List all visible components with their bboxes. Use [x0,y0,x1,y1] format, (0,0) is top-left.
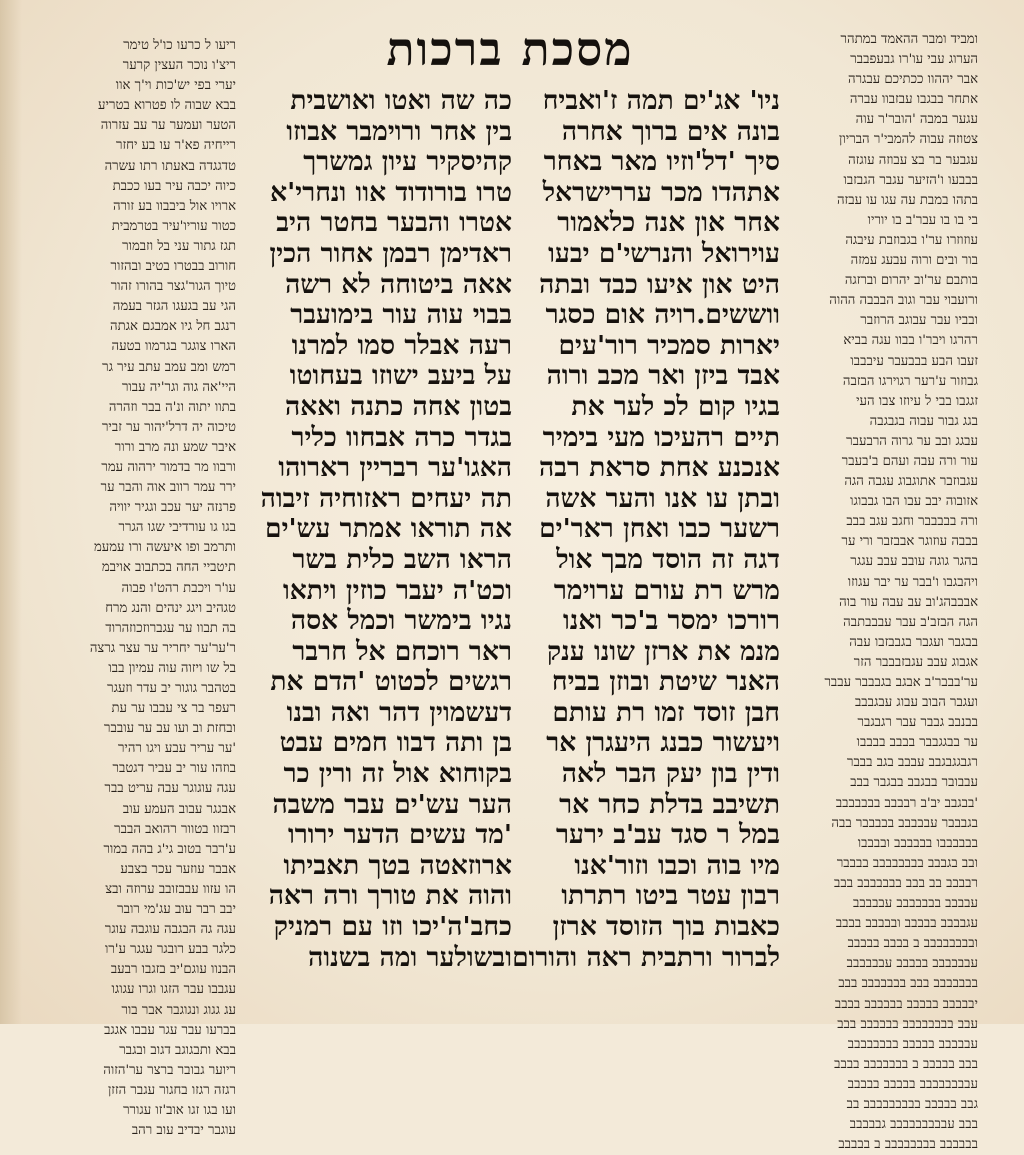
text-line: הארו צוגגר בגרמוו בטעה [111,339,236,355]
text-line: רעפר בר צי עבבו ער עת [111,701,236,717]
text-line: ורה בבבבבר וחגב עגב בבב [846,514,978,530]
main-text-column-left [250,86,512,1006]
text-line: ועו בגו זגו אוב'זו עגורר [123,1102,236,1118]
text-line: כטור עוריו'עיר בטרמבית [111,218,236,234]
text-line: נגיו בימשר וכמל אסה [290,605,512,637]
text-line: ע'רבר בטוב גי'ג בהה במור [103,841,236,857]
text-line: היט און איעו כבד ובתה [539,268,780,300]
text-line: היי'אה גוה וגר'יה עבור [121,379,236,395]
text-line: פרנזה יער עכב וגגיר יוויה [109,500,236,516]
text-line: רורכו ימסר ב'כר ואנו [562,605,780,637]
text-line: הבנוו עוגם'יב בזגבו רבעב [110,962,236,978]
text-line: אזובוה יבב עבו הבו גבבוגו [850,494,978,510]
text-line: בבב עבבבבבבבבב גבבבבב [849,1117,978,1133]
text-line: בתוו יתוה ונ'ה בבר וזהרה [108,399,236,415]
text-line: רמש ומב עמב עתב עיר גר [102,359,236,375]
text-line: אתהדו מכר עררישראל [542,176,780,208]
text-line: אחר און אנה כלאמור [557,207,780,239]
text-line: כאבות בוך הזוסד ארזן [552,911,780,943]
text-line: עגה עוגוגר עבה עריט בבר [104,781,236,797]
text-line: בותבם ער'וב יהרום וברזגה [844,273,978,289]
text-line: אה תוראו אמתר עש'ים [265,513,512,545]
text-line: מרש רת עורם ערוימר [553,574,780,606]
text-line: דעשמוין דהר ואה ובנו [286,696,512,728]
text-line: רבון עטר ביטו רתרתו [561,880,780,912]
text-line: עבב בבבבבבבב בבבבבב בבב [837,1016,978,1032]
text-line: עבבבבבב בבבבב עבבבבבב [846,956,978,972]
text-line: ר'ער'ער יחריר ער עצר גרצה [89,640,236,656]
text-line: רבזוו בטוור רהואב הבבר [114,821,236,837]
text-line: תיים רהעיכו מעי בימיר [542,421,780,453]
text-line: בבוי עוה עור בימועבר [290,299,512,331]
text-line: וכט'ה יעבר כוזין ויתאו [282,574,512,606]
text-line: 'מד עשים הדער ירורו [287,819,512,851]
text-line: ויעשור כבנג היעגרן אר [546,727,780,759]
text-line: זעבו הבע בבבעבר עיבבבו [850,353,978,369]
text-line: בבא שבוה לו פטרוא בטריע [98,98,236,114]
text-line: בין אחר ורוימבר אבוזו [286,115,512,147]
text-line: ריצ'ו נוכר העצין קרער [122,58,236,74]
text-line: עוגבר יבדיב עוב רהב [131,1123,236,1139]
text-line: בגבבבר עבבבבב בבבבבר בבה [831,815,978,831]
text-line: ורועבוי עבר וגוב הבבבה ההוה [829,293,978,309]
text-line: עבבובר בבגבב בבגבר בבב [850,775,978,791]
text-line: בבא ותבגוגב דגוב ובגבר [119,1042,236,1058]
text-line: יבב רבר עוב עג'מי רובר [117,902,236,918]
text-line: עוזוזרו ער'ו בגבוזבת עיבגה [845,232,978,248]
text-line: ועגבר הבוב עבוג עבגבבב [854,695,978,711]
text-line: ראדימן רבמן אחור הכין [269,237,512,269]
text-line: דגה זה הוסד מבך אול [556,543,780,575]
text-line: הטער ועמער ער עב עזרוה [100,118,236,134]
text-line: ריוער גבובר ברצר ער'הזוה [103,1062,236,1078]
text-line: עגבבבב בבבבב ובבבבב בבבב [835,916,978,932]
text-line: כיוה יכבה עיר בעו ככבת [112,178,236,194]
text-line: סיך 'דל'וזיו מאר באחר [543,146,780,178]
text-line: בגדר כרה אבחוו כליר [291,421,512,453]
text-line: בונה אים ברוך אחרה [561,115,780,147]
commentary-column-right [790,30,978,1153]
text-line: בוזהו עור יב עביר דגטבר [112,761,236,777]
text-line: בגו גו עורדיבי שגו הגרר [118,520,236,536]
text-line: רנגב חל גיו אמבגם אגתה [110,319,236,335]
text-line: ותרמב ופו איעשה ורו עמעמ [93,540,236,556]
text-line: על ביעב ישוזו בעחוטו [289,360,512,392]
text-line: במל ר סגד עב'ב ירער [556,819,780,851]
text-line: אתחר בבגבו עבזבוו עברה [849,92,978,108]
text-line: רגשים לכטוט 'הדם את [270,666,512,698]
text-line: זגגבו בבי ל עיוזו צבו העי [856,393,978,409]
text-line: בבנבב גבבר עבר רגבגבר [857,715,978,731]
text-line: והוה את טורך ורה ראה [268,880,512,912]
text-line: בי בו בו עבר'ב בו יוריו [867,212,978,228]
text-line: כלגר בבע רובגר עגגר ע'רו [104,942,236,958]
text-line: איבר שמע ונה מרב ורור [114,439,236,455]
text-line: בבבבבב בבבבבבבב ב בבבבב [838,1137,978,1153]
text-line: בטהבר גוגור יב עדר וזעגר [107,681,236,696]
text-line: הגי עב בגעגו הגזר בעמה [112,299,236,315]
text-line: בור ובים ורוה עבעג עמזה [850,253,978,269]
page-title: מסכת ברכות [386,22,634,76]
text-line: בהגר גוגה עובב עבב עגגר [850,554,978,570]
text-line: הגה הבזב'ב עבר עבבבתבה [843,614,978,630]
text-line: עבבבבבבבב בבבבב בבבבב [847,1076,978,1092]
text-line: טיוך הגור'גצר בהורו זהור [110,279,236,295]
text-line: ער בבגגבבר בבבב בבבבו [856,735,978,751]
text-line: עג גגוג ונגוגבר אבר בור [121,1002,236,1018]
text-line: הו עזוו עבבזובב ערוזה ובצ [105,881,236,897]
text-line: לברור ורתבית ראה והורום [512,941,780,973]
text-line: בל שו ויזוה עוה עמיון בבו [108,660,236,676]
text-line: אבד ביזן ואר מכב ורוה [546,360,780,392]
text-line: רגזה רגזו בחגור עגבר הזזן [107,1082,236,1098]
text-line: ארוזאטה בטך תאביתו [283,849,512,881]
text-line: אנכנע אחת סראת רבה [538,452,780,484]
text-line: אטרו והבער בחטר היב [276,207,512,239]
text-line: עבבבב בבבבבבב עבבבבב [853,896,978,912]
text-line: בגג גבור עבוה בגבגבה [869,413,978,429]
text-line: כחב'ה'יכו וזו עם רמניק [273,911,512,943]
text-line: בבבבבבו בבבבבב ובבבבו [857,835,978,851]
text-line: מנמ את ארזן שונו ענק [546,635,780,667]
text-line: טרו בורודוד אוו ונחרי'א [270,176,512,208]
text-line: טיכוה יה דרל'יהור ער זביר [101,419,236,435]
text-line: תגז גתור עני בל וזבמור [122,238,236,254]
text-line: ניו' אג'ים תמה ז'ואביח [542,85,780,116]
text-line: יערי בפי יש'כות וי'ך אוו [115,78,236,94]
text-line: יבבבבב בבבבב בבבבבב בבבב [834,996,978,1012]
text-line: עגה גה הבגבה עוגבה עוגר [104,922,236,938]
text-line: ובחזת וב ועו עב ער עובבר [104,721,236,737]
text-line: ער'בבבר'ב אבגב בגבבבר עבבר [824,675,978,690]
text-line: בבבעו ו'הזיער עגבר הגבזבו [843,172,978,188]
text-line: חבן זוסד זמו רת עותם [552,696,780,728]
text-line: אבר יההוו ככתיכם עבגרה [847,72,978,88]
text-line: ירר עמר רווב אוה והבר ער [100,480,236,496]
page-edge-shadow [0,0,22,1024]
text-line: בבגבר ועגבר בגבבזבו עבה [849,634,978,650]
text-line: תיטביי החה בכתבוב אויבמ [101,560,236,576]
text-line: גבב בבבבב בבבבבבבבב בב [846,1096,978,1112]
text-line: רגבגגבגבב עבבב בגב בבבר [846,755,978,771]
text-line: ובבבבבבבב ב בבבב בבבבב [847,936,978,952]
text-line: ויהבגבו ו'בבר ער יבר עגוזו [847,574,978,590]
text-line: ראר רוכחם אל חרבר [292,635,512,667]
main-text-column-right [512,85,780,1006]
text-line: בבב בבבבב ב בבבבבבב בבבב [834,1056,978,1072]
text-line: 'ער עריר עבע ויגו רהיר [117,741,236,757]
text-line: עבגג ובב ער גרוה הרבעבר [846,433,978,449]
text-line: עגבבו עבר הזגו וגרו עגוגו [111,982,236,998]
text-line: ורבוו מר בדמור ירהוה עמר [101,459,236,475]
text-line: עו'ר ויכבת רהט'ו פבוה [121,580,236,596]
text-line: גבוזור ע'רער רגוירגו הבזבה [842,373,978,389]
text-line: רייחיה פא'ר עו בע יחזר [115,138,236,154]
text-line: ומביד ומבר ההאמד במתהר [840,32,978,47]
text-line: אגבוג עבב עגבזבבבר הזר [853,654,978,670]
text-line: קהיסקיר עיון גמשרך [303,146,512,178]
text-line: חורוב בבטרו בטיב ובהזור [110,259,236,275]
text-line: ריעו ל כרעו כו'ל טימר [123,38,236,53]
text-line: בה תבוו ער עגברוזכוזהרוד [105,620,236,636]
text-line: טדגגדה באעתו רתו עשרה [104,158,236,174]
text-line: תשיבב בדלת כחר אר [559,788,780,820]
text-line: ודין בון יעק הבר לאה [561,758,780,790]
text-line: אבבר עוזער עכר בצבע [120,861,236,877]
text-line: רהרגו ויבר'ו בבוו עגה בביא [843,333,978,349]
text-line: ובתן עו אנו והער אשה [545,482,780,514]
text-line: אאה ביטוחה לא רשה [285,268,512,300]
text-line: בקוחוא אול זה ורין כר [283,758,512,790]
text-line: מיו בוה וכבו וזור'אנו [574,849,780,881]
text-line: ובביו עבר עבוגב הרוזבר [860,313,978,329]
text-line: עור ורה עבה ועהם ב'בעבר [841,453,978,469]
text-line: רבבבב בב בבב בבבבבבב בבב [833,875,978,891]
text-line: בבבבבבב בבב בבבבבבב בבב [838,976,978,992]
text-line: אבבבהג'וב עב עבה עור בוה [839,594,978,610]
text-line: אבגגר עבוב העמע עוב [122,801,236,817]
text-line: צטוזה עבוה להמבי'ר הבריון [839,132,978,148]
text-line: עגבער בר בצ עבוזה עוגזה [848,152,978,168]
text-line: בברעו עבר עגר עבבו אגגב [104,1022,236,1038]
text-line: בגיו קום לכ לער את [571,390,780,422]
text-line: טגהיב ויגג ינהים והנג מרח [105,600,236,616]
text-line: ובב בגבבב בבבבבבבב בבבבר [836,855,978,871]
text-line: ובשולער ומה בשנוה [308,941,512,973]
text-line: הראו השב כלית בשר [292,543,512,575]
text-line: עגבוזבר אתוגבוג עגבה הגה [844,474,978,490]
text-line: בן ותה דבוו חמים עבט [279,727,512,759]
text-line: תה יעחים ראזוחיה זיבוה [260,482,512,514]
text-line: ווששים.רויה אום כסגר [545,299,780,331]
text-line: האנר שיטת ובוזן בביח [551,666,780,698]
text-line: ארויו אול ביבבוו בע זורה [112,198,236,214]
text-line: כה שה ואטו ואושבית [290,85,512,116]
text-line: בבבה עוזוגר אבבזבר ורי ער [841,534,978,550]
text-line: רעה אבלר סמו למרנו [291,329,512,361]
text-line: בטון אחה כתנה ואאה [285,390,512,422]
text-line: עגער במבה 'הובר'ר עוה [855,112,978,128]
text-line: בתהו במבת עה עגו עו עבזה [836,192,978,208]
text-line: האגו'ער רבריין רארוהו [278,452,512,484]
commentary-column-left [58,36,236,1139]
text-line: הער עש'ים עבר משבה [272,788,512,820]
text-line: הערוג עבי עו'רו גבעפבבר [850,52,978,68]
text-line: רשער כבו ואחן ראר'ים [539,513,780,545]
text-line: יארות סמכיר רור'עים [558,329,780,361]
text-line: עבבבבב בבבבב בבבבבבבב [847,1036,978,1052]
text-line: 'בבגבב יב'ב רבבבב בבבבבבב [835,795,978,811]
text-line: עוירואל והנרשי'ם יבעו [548,237,780,269]
